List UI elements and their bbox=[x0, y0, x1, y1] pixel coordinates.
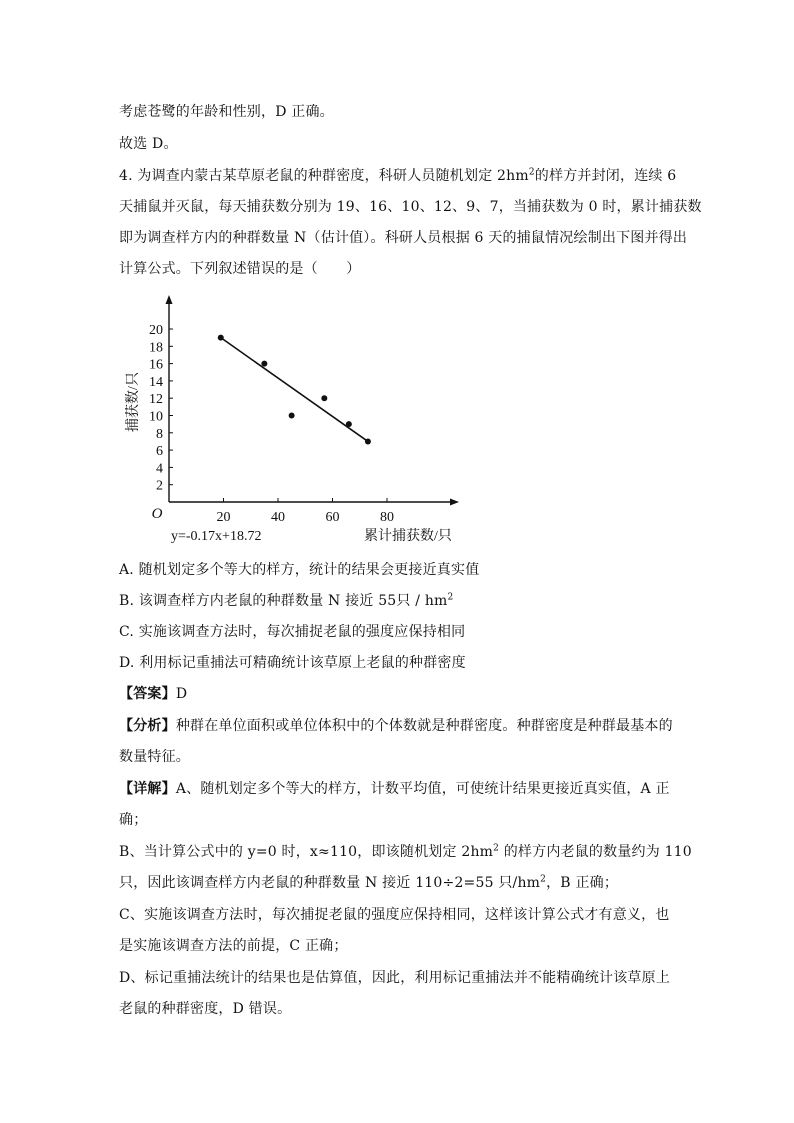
data-point bbox=[321, 395, 327, 401]
detail-line-1 bbox=[119, 779, 670, 799]
y-tick-label: 10 bbox=[149, 409, 163, 425]
answer-line bbox=[119, 684, 187, 704]
detail-line-2: 确； bbox=[119, 812, 148, 828]
y-axis-arrow bbox=[166, 295, 173, 304]
option-b-text: B. 该调查样方内老鼠的种群数量 N 接近 55只 / hm bbox=[119, 593, 448, 609]
superscript: 2 bbox=[540, 874, 547, 885]
analysis-text: 种群在单位面积或单位体积中的个体数就是种群密度。种群密度是种群最基本的 bbox=[175, 718, 673, 734]
y-tick-label: 18 bbox=[149, 340, 163, 356]
analysis-tag: 【分析】 bbox=[119, 718, 176, 734]
origin-label: O bbox=[151, 506, 163, 522]
question-stem-line-3: 即为调查样方内的种群数量 N（估计值）。科研人员根据 6 天的捕鼠情况绘制出下图并得出 bbox=[119, 230, 688, 246]
detail-text-b: ，B 正确； bbox=[546, 875, 619, 891]
question-text-a: 4. 为调查内蒙古某草原老鼠的种群密度，科研人员随机划定 2hm bbox=[119, 168, 529, 184]
y-tick-label: 20 bbox=[149, 323, 163, 338]
data-point bbox=[346, 421, 352, 427]
data-point bbox=[218, 335, 224, 341]
detail-text-a: B、当计算公式中的 y=0 时，x≈110，即该随机划定 2hm bbox=[119, 844, 494, 860]
detail-line-3 bbox=[119, 842, 692, 862]
detail-text-b: 的样方内老鼠的数量约为 110 bbox=[499, 844, 692, 860]
data-point bbox=[365, 438, 371, 444]
data-point bbox=[261, 361, 267, 367]
x-tick-label: 60 bbox=[325, 510, 340, 525]
question-stem-line-4: 计算公式。下列叙述错误的是（ ） bbox=[119, 261, 361, 277]
detail-line-5: C、实施该调查方法时，每次捕捉老鼠的强度应保持相同，这样该计算公式才有意义，也 bbox=[119, 907, 670, 923]
text-line-1: 考虑苍鹭的年龄和性别，D 正确。 bbox=[119, 104, 334, 120]
trend-line bbox=[221, 338, 368, 442]
scatter-chart bbox=[119, 290, 479, 550]
option-a: A. 随机划定多个等大的样方，统计的结果会更接近真实值 bbox=[119, 562, 480, 578]
superscript: 2 bbox=[447, 592, 454, 603]
detail-text-a: 只，因此该调查样方内老鼠的种群数量 N 接近 110÷2=55 只/hm bbox=[119, 875, 541, 891]
question-stem-line-1 bbox=[119, 166, 676, 186]
data-point bbox=[289, 413, 295, 419]
answer-tag: 【答案】 bbox=[119, 686, 176, 702]
regression-equation: y=-0.17x+18.72 bbox=[171, 529, 262, 544]
y-tick-label: 6 bbox=[156, 444, 163, 460]
question-stem-line-2: 天捕鼠并灭鼠，每天捕获数分别为 19、16、10、12、9、7，当捕获数为 0 时，累计捕获数 bbox=[119, 199, 702, 215]
detail-text: A、随机划定多个等大的样方，计数平均值，可使统计结果更接近真实值，A 正 bbox=[175, 781, 670, 797]
detail-tag: 【详解】 bbox=[119, 781, 176, 797]
y-axis-label: 捕获数/只 bbox=[126, 372, 141, 432]
x-tick-label: 20 bbox=[216, 510, 231, 525]
detail-line-6: 是实施该调查方法的前提，C 正确； bbox=[119, 938, 348, 954]
option-d: D. 利用标记重捕法可精确统计该草原上老鼠的种群密度 bbox=[119, 655, 466, 671]
detail-line-8: 老鼠的种群密度，D 错误。 bbox=[119, 1001, 292, 1017]
option-c: C. 实施该调查方法时，每次捕捉老鼠的强度应保持相同 bbox=[119, 624, 466, 640]
y-tick-label: 12 bbox=[149, 392, 163, 408]
y-tick-label: 8 bbox=[156, 426, 163, 442]
answer-value: D bbox=[175, 686, 188, 702]
y-tick-label: 4 bbox=[156, 461, 163, 477]
x-axis-label: 累计捕获数/只 bbox=[364, 529, 452, 544]
superscript: 2 bbox=[493, 843, 500, 854]
y-tick-label: 16 bbox=[149, 357, 163, 373]
text-line-2: 故选 D。 bbox=[119, 136, 178, 152]
detail-line-7: D、标记重捕法统计的结果也是估算值，因此，利用标记重捕法并不能精确统计该草原上 bbox=[119, 970, 671, 986]
detail-line-4 bbox=[119, 873, 618, 893]
x-tick-label: 40 bbox=[271, 510, 285, 525]
option-b bbox=[119, 591, 453, 611]
y-tick-label: 2 bbox=[156, 478, 163, 494]
analysis-line-1 bbox=[119, 716, 673, 736]
analysis-line-2: 数量特征。 bbox=[119, 749, 190, 765]
y-tick-label: 14 bbox=[149, 374, 163, 390]
x-tick-label: 80 bbox=[380, 510, 394, 525]
x-axis-arrow bbox=[450, 499, 459, 506]
question-text-b: 的样方并封闭，连续 6 bbox=[534, 168, 677, 184]
superscript: 2 bbox=[528, 167, 535, 178]
